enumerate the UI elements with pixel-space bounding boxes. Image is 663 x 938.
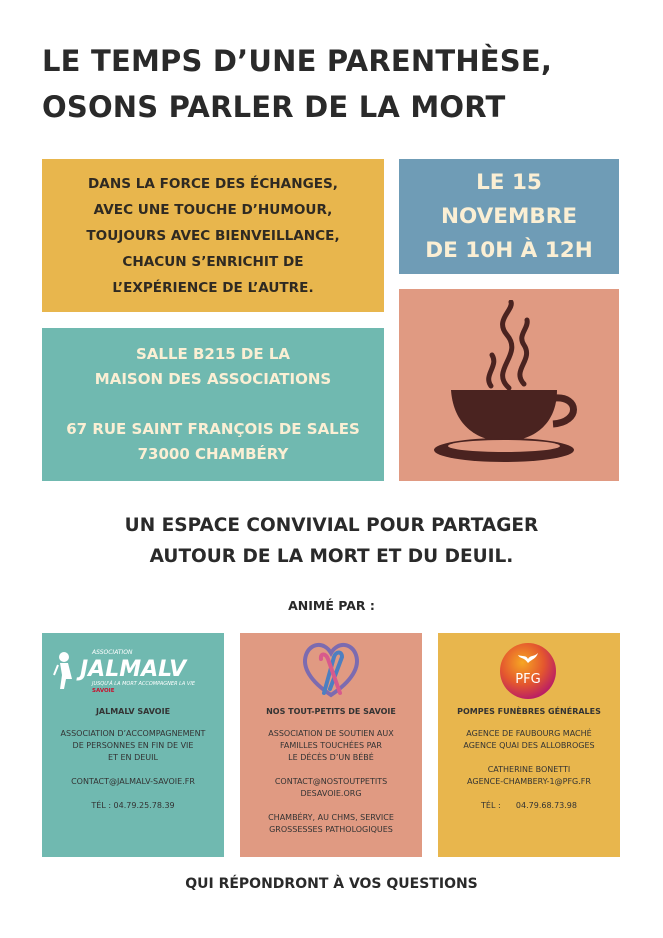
jalmalv-logo-brand: JALMALV <box>80 657 187 682</box>
organizer-card-nos-tout-petits <box>240 633 422 857</box>
organizer-name: NOS TOUT-PETITS DE SAVOIE <box>266 707 396 716</box>
coffee-box <box>399 289 619 481</box>
jalmalv-logo <box>52 643 214 693</box>
venue-box <box>42 328 384 481</box>
organizer-card-pfg <box>438 633 620 857</box>
intro-line: DANS LA FORCE DES ÉCHANGES, <box>88 175 338 192</box>
tagline-line-2: AUTOUR DE LA MORT ET DU DEUIL. <box>149 546 514 567</box>
venue-line-2: MAISON DES ASSOCIATIONS <box>94 370 332 388</box>
venue-city: 73000 CHAMBÉRY <box>137 445 289 463</box>
date-line: DE 10H À 12H <box>425 237 593 263</box>
organizer-location: GROSSESSES PATHOLOGIQUES <box>269 825 393 834</box>
jalmalv-logo-sub: JUSQU'À LA MORT ACCOMPAGNER LA VIE <box>92 681 195 687</box>
coffee-cup-icon <box>429 300 589 470</box>
date-box <box>399 159 619 274</box>
intro-line: L’EXPÉRIENCE DE L’AUTRE. <box>112 279 314 296</box>
jalmalv-logo-region: SAVOIE <box>92 688 115 693</box>
venue-address: 67 RUE SAINT FRANÇOIS DE SALES <box>66 420 360 438</box>
organizer-email[interactable]: DESAVOIE.ORG <box>300 789 362 798</box>
organizer-desc: LE DÉCÈS D’UN BÉBÉ <box>288 753 374 762</box>
organizer-desc: ASSOCIATION D’ACCOMPAGNEMENT <box>60 729 206 738</box>
jalmalv-logo-top: ASSOCIATION <box>92 649 133 656</box>
title-line-2: OSONS PARLER DE LA MORT <box>42 90 506 124</box>
organizer-card-jalmalv <box>42 633 224 857</box>
tagline <box>0 510 663 572</box>
date-line: NOVEMBRE <box>440 203 578 229</box>
organizer-name: POMPES FUNÈBRES GÉNÉRALES <box>457 707 601 716</box>
intro-line: AVEC UNE TOUCHE D’HUMOUR, <box>93 201 333 218</box>
organizer-desc: DE PERSONNES EN FIN DE VIE <box>72 741 194 750</box>
organizer-phone: TÉL : 04.79.25.78.39 <box>91 801 175 810</box>
tagline-line-1: UN ESPACE CONVIVIAL POUR PARTAGER <box>124 515 539 536</box>
footer-text: QUI RÉPONDRONT À VOS QUESTIONS <box>185 876 478 892</box>
title-line-1: LE TEMPS D’UNE PARENTHÈSE, <box>42 44 553 78</box>
organizer-desc: ET EN DEUIL <box>108 753 158 762</box>
organizer-email[interactable]: AGENCE-CHAMBERY-1@PFG.FR <box>467 777 591 786</box>
ribbon-heart-icon <box>300 637 362 701</box>
date-line: LE 15 <box>476 169 542 195</box>
anime-par-heading: ANIMÉ PAR : <box>288 598 375 613</box>
organizer-phone: TÉL : 04.79.68.73.98 <box>481 801 577 810</box>
organizer-desc: ASSOCIATION DE SOUTIEN AUX <box>268 729 394 738</box>
organizer-name: JALMALV SAVOIE <box>95 707 171 716</box>
organizer-contact-name: CATHERINE BONETTI <box>487 765 571 774</box>
intro-line: CHACUN S’ENRICHIT DE <box>122 253 304 270</box>
organizer-email[interactable]: CONTACT@NOSTOUTPETITS <box>274 777 388 786</box>
pfg-logo-text: PFG <box>515 672 541 687</box>
organizer-desc: FAMILLES TOUCHÉES PAR <box>280 741 382 750</box>
page-title <box>42 38 642 130</box>
organizer-location: CHAMBÉRY, AU CHMS, SERVICE <box>268 813 394 822</box>
intro-box <box>42 159 384 312</box>
organizer-email[interactable]: CONTACT@JALMALV-SAVOIE.FR <box>71 777 195 786</box>
venue-line-1: SALLE B215 DE LA <box>135 345 291 363</box>
intro-line: TOUJOURS AVEC BIENVEILLANCE, <box>86 227 340 244</box>
organizer-desc: AGENCE DE FAUBOURG MACHÉ <box>466 729 592 738</box>
organizer-desc: AGENCE QUAI DES ALLOBROGES <box>463 741 595 750</box>
pfg-logo <box>498 641 558 701</box>
